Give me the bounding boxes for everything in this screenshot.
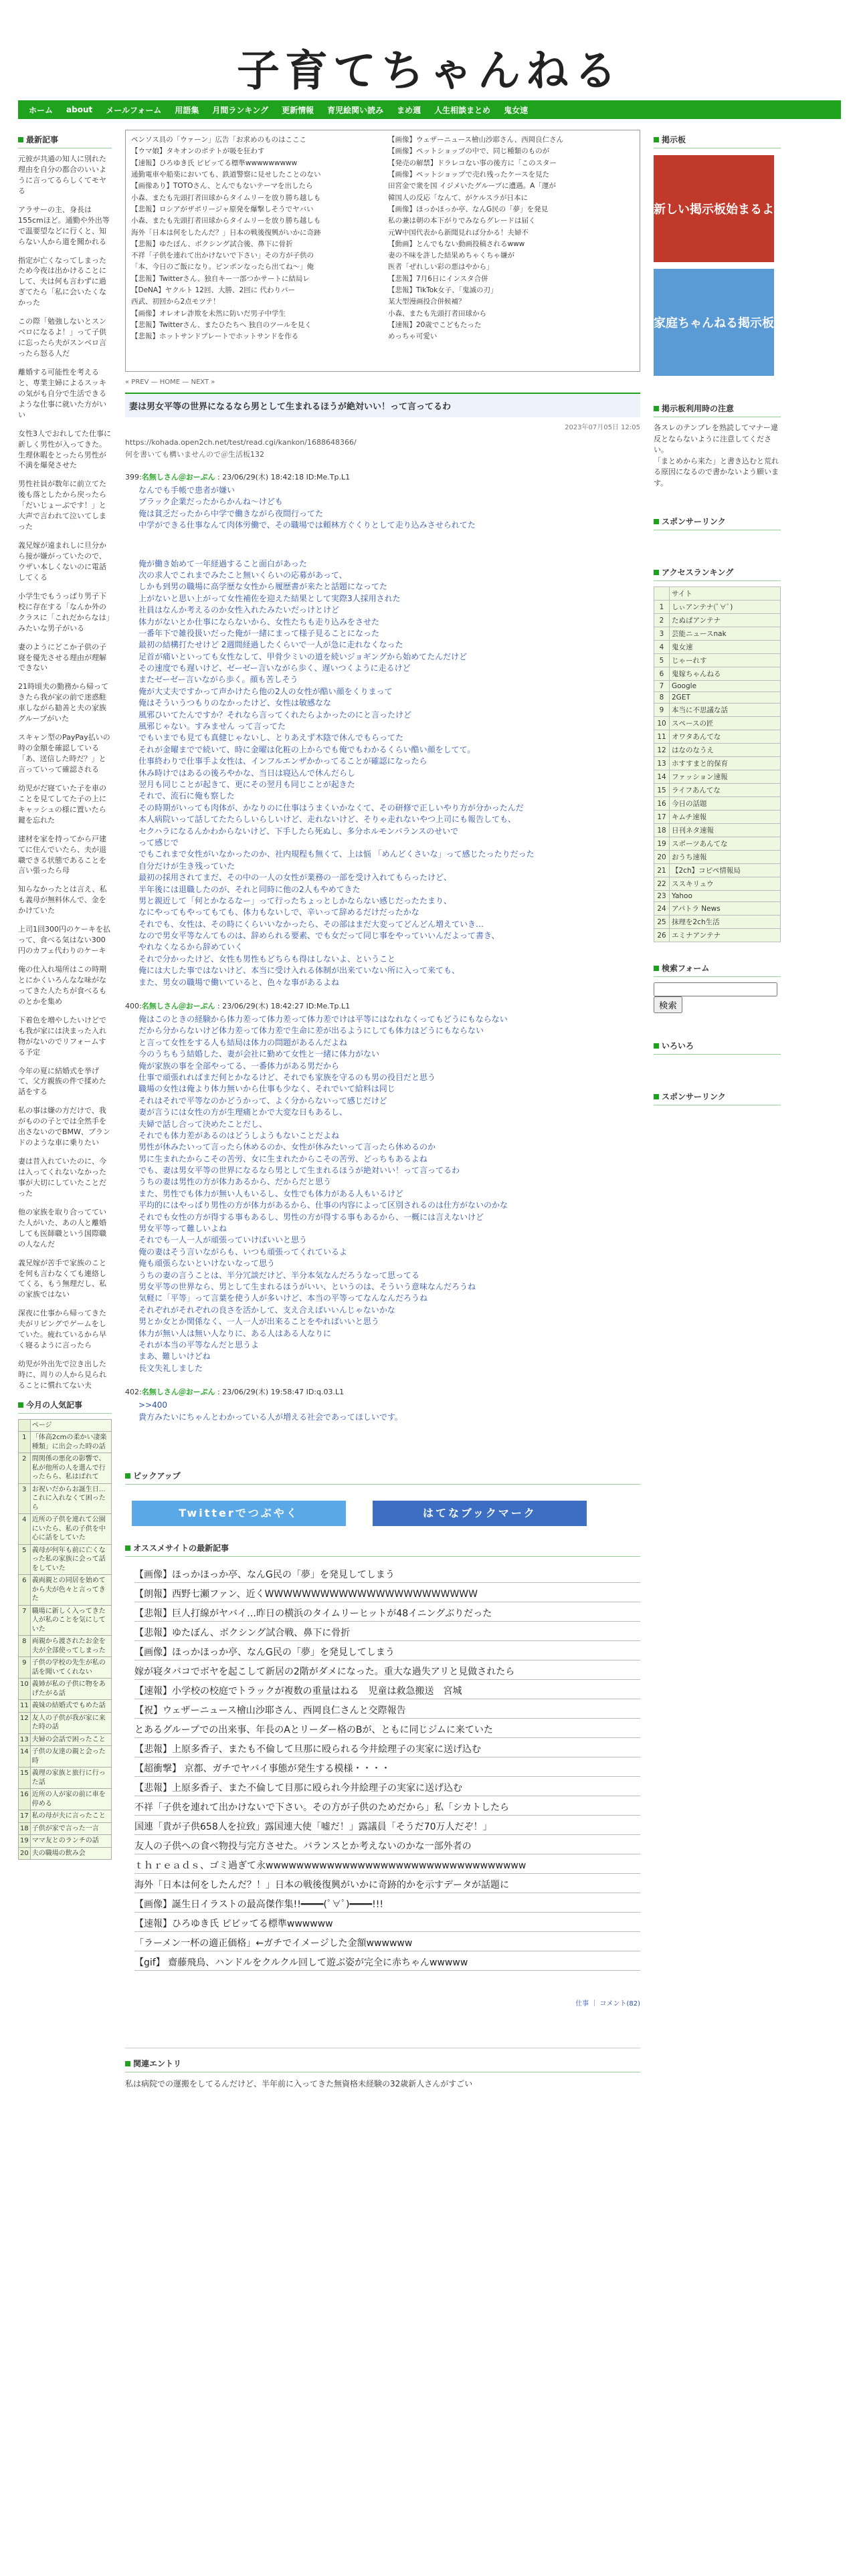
ticker-link[interactable]: 元W中国代表から新聞見れば分かる！夫婦不 — [388, 228, 529, 237]
table-row — [654, 837, 781, 851]
search-input[interactable] — [654, 982, 777, 996]
access-rank-number: 5 — [654, 654, 670, 667]
rank-article-link[interactable]: 子供の学校の先生が私の話を聞いてくれない — [30, 1657, 111, 1679]
rank-number-header — [19, 1419, 31, 1432]
recommended-link[interactable]: 【祝】ウェザーニュース檜山沙耶さん、西岡良仁さんと交際報告 — [134, 1699, 640, 1719]
table-row — [19, 1789, 112, 1810]
rank-number: 8 — [19, 1636, 31, 1657]
access-rank-number: 8 — [654, 692, 670, 704]
site-logo[interactable]: 子育てちゃんねる — [237, 46, 622, 96]
rank-article-link[interactable]: 夫婦の会話で困ったこと — [30, 1733, 111, 1746]
response-body: なんでも手帳で患者が嫌い ブラック企業だったからかんね～けども 俺は貧乏だったから中学で働きながら夜間行ってた 中学ができる仕事なんて肉体労働で、その職場では頼林方ぐくりとして走り込みさせられてた — [138, 486, 476, 530]
search-form — [654, 982, 781, 1013]
response-header: 400:名無しさん＠おーぷん : 23/06/29(木) 18:42:27 ID:Me.Tp.L1 — [125, 1002, 351, 1011]
table-row — [654, 851, 781, 864]
table-row — [654, 654, 781, 667]
access-rank-number: 17 — [654, 811, 670, 824]
ticker-link[interactable]: 不祥「子供を連れて出かけないで下さい」その方が子供の — [131, 251, 314, 260]
access-site-link[interactable]: ライフあんてな — [670, 784, 781, 797]
ticker-link[interactable]: 【悲報】TikTok女子、「鬼滅の刃」 — [388, 286, 498, 295]
table-row — [654, 717, 781, 730]
table-row — [19, 1847, 112, 1860]
right-sidebar — [654, 130, 781, 2095]
ticker-link[interactable]: 医者「ぜれしい彩の悪はやから」 — [388, 263, 494, 272]
recommended-sites — [125, 1542, 640, 1971]
nav-item[interactable]: 更新情報 — [282, 105, 314, 115]
latest-articles-title: 最新記事 — [18, 134, 112, 148]
access-site-link[interactable]: ホすすまと的保育 — [670, 757, 781, 770]
response-list — [125, 471, 640, 1423]
table-row — [19, 1636, 112, 1657]
table-row — [19, 1822, 112, 1835]
recommended-link[interactable]: 「ラーメン一杯の適正価格」←ガチでイメージした金額wwwwww — [134, 1932, 640, 1951]
latest-article-link[interactable]: 建材を家を持ってから戸建てに住んでいたら、夫が退職できる状態であることを言い張ったら母 — [18, 834, 106, 875]
table-row — [19, 1810, 112, 1823]
access-site-link[interactable]: たぬぱアンテナ — [670, 614, 781, 627]
rank-article-link[interactable]: 子供が家で言った一言 — [30, 1822, 111, 1835]
ticker-link[interactable]: 【動画】とんでもない動画投稿されるwww — [388, 239, 525, 248]
table-row — [654, 929, 781, 942]
rank-header: ページ — [30, 1419, 111, 1432]
access-rank-number: 24 — [654, 902, 670, 916]
table-row — [19, 1483, 112, 1514]
rank-article-link[interactable]: ママ友とのランチの話 — [30, 1835, 111, 1848]
rank-article-link[interactable]: 両親から渡されたお金を夫が全部使ってしまった — [30, 1636, 111, 1657]
rules-title: 掲示板利用時の注意 — [654, 403, 781, 417]
board-title: 掲示板 — [654, 134, 781, 148]
ticker-link[interactable]: 【速報】20歳でこどもたった — [388, 321, 482, 329]
recommended-link[interactable]: とあるグループでの出来事、年長のAとリーダー格のBが、ともに同じジムに来ていた — [134, 1719, 640, 1738]
rank-number: 1 — [19, 1432, 31, 1453]
table-row — [654, 916, 781, 929]
ticker-link[interactable]: 【画像】オレオレ詐欺を未然に防いだ男子中学生 — [131, 309, 286, 318]
rank-number: 5 — [19, 1544, 31, 1575]
ticker-link[interactable]: 【速報】ひろゆき氏 ピビッてる標準wwwwwwwww — [131, 158, 298, 167]
rank-number: 2 — [19, 1453, 31, 1484]
ticker-link[interactable]: 【ウマ娘】タキオンのポテトが吸を狂わす — [131, 147, 265, 156]
access-rank-number: 18 — [654, 824, 670, 837]
access-rank-number: 11 — [654, 730, 670, 744]
nav-item[interactable]: メールフォーム — [106, 105, 162, 115]
table-row — [19, 1679, 112, 1700]
ticker-left — [126, 130, 383, 371]
access-site-link[interactable]: 抹理を2ch生活 — [670, 916, 781, 929]
ticker-link[interactable]: 【悲報】ロシアがザポリージャ原発を爆撃しそうでヤバい — [131, 205, 314, 213]
response-number: 399 — [125, 473, 139, 481]
access-site-link[interactable]: おうち速報 — [670, 851, 781, 864]
sponsor-title: スポンサーリンク — [654, 516, 781, 530]
left-sidebar — [18, 130, 112, 2095]
rank-number: 17 — [19, 1810, 31, 1823]
response-number: 402 — [125, 1388, 139, 1397]
ticker-link[interactable]: 【DeNA】ヤクルト 12回、大勝、2回に 代わりパー — [131, 286, 295, 295]
latest-article-link[interactable]: 義兄嫁が苦手で家族のことを何も言わなくても連絡してくる、もう無理だし、私の家族ではない — [18, 1258, 106, 1299]
table-row — [654, 601, 781, 614]
recommended-link[interactable]: 国連「貴が子供658人を拉致」露国連大使「嘘だ！」露議員「そうだ70万人だぞ！」 — [134, 1816, 640, 1835]
table-row — [19, 1767, 112, 1789]
recommended-link[interactable]: 【悲報】上原多香子、また不倫して目那に殴られ今井絵理子の実家に送げ込む — [134, 1777, 640, 1796]
nav-item[interactable]: ホーム — [29, 105, 54, 115]
ticker-link[interactable]: 【画像】ペットショップの中で、同じ種類のものが — [388, 147, 550, 156]
latest-article-link[interactable]: 元彼が共通の知人に別れた理由を自分の都合のいいように言ってるらしくてモヤる — [18, 154, 106, 195]
rank-article-link[interactable]: 「体高2cmの柔かい凄楽種類」に出会った時の話 — [30, 1432, 111, 1453]
table-row — [19, 1453, 112, 1484]
table-row — [19, 1835, 112, 1848]
latest-article-link[interactable]: 私の事は嫌の方だけで、我がものの子とでは全然手を出さないのでBMW、ブランドのような車に乗りたい — [18, 1106, 110, 1148]
access-site-link[interactable]: ススキリュウ — [670, 877, 781, 891]
rank-number: 13 — [19, 1733, 31, 1746]
ticker-link[interactable]: 小森、またも先頭打者田球からタイムリーを放り勝ち越しも — [131, 217, 321, 225]
table-row — [654, 681, 781, 692]
pager[interactable]: « PREV — HOME — NEXT » — [125, 379, 215, 386]
access-rank-number: 23 — [654, 891, 670, 902]
rank-number: 20 — [19, 1847, 31, 1860]
rank-article-link[interactable]: 義両親との同居を始めてから夫が色々と言ってきた — [30, 1575, 111, 1606]
search-title: 検索フォーム — [654, 962, 781, 977]
news-ticker — [125, 130, 640, 372]
table-row — [19, 1700, 112, 1713]
ticker-link[interactable]: 「本、今日のご飯になり。ピンポンなったら出てね～」俺 — [131, 263, 314, 272]
table-row — [19, 1746, 112, 1767]
nav-item[interactable]: 用語集 — [175, 105, 199, 115]
ticker-link[interactable]: 海外「日本は何をしたんだ？」日本の戦後復興がいかに奇跡 — [131, 228, 321, 237]
pickup-section — [125, 1470, 640, 1526]
response-meta: 23/06/29(木) 19:58:47 ID:q.03.L1 — [222, 1388, 345, 1397]
sponsor2-title: スポンサーリンク — [654, 1091, 781, 1105]
access-site-link[interactable]: しぃアンテナ(ﾟ∀ﾟ) — [670, 601, 781, 614]
access-site-link[interactable]: スポーツあんてな — [670, 837, 781, 851]
latest-article-link[interactable]: 他の家族を取り合ってていた人がいた、あの人と離婚しても医師職という国際職の人なんだ — [18, 1207, 106, 1249]
pickup-title: ピックアップ — [125, 1470, 640, 1485]
table-row — [654, 824, 781, 837]
nav-item[interactable]: 鬼女速 — [504, 105, 529, 115]
hatena-bookmark-button[interactable]: はてなブックマーク — [373, 1501, 587, 1526]
ticker-link[interactable]: 通勤電車や船楽においても、鉄道警察に見せしたことのない — [131, 170, 321, 179]
latest-article-link[interactable]: 離婚する可能性を考えると、専業主婦によるスッキの気がも自分で生活できるような仕事に就いた方がいい — [18, 367, 106, 419]
access-rank-number: 3 — [654, 627, 670, 641]
recommended-link[interactable]: 友人の子供への食べ物投与完方させた。バランスとか考えないのかな一部外者の — [134, 1835, 640, 1854]
table-row — [19, 1657, 112, 1679]
ticker-right — [383, 130, 640, 371]
access-site-link[interactable]: 鬼女速 — [670, 641, 781, 654]
table-row — [654, 667, 781, 681]
rank-article-link[interactable]: 間関係の悪化の影響で、私が他所の人を選んで行ったらら、私はばれて — [30, 1453, 111, 1484]
recommended-link[interactable]: 不祥「子供を連れて出かけないで下さい。その方が子供のためだから」私「シカトしたら — [134, 1796, 640, 1816]
popular-articles-table — [18, 1419, 112, 1860]
latest-articles-list — [18, 154, 112, 1391]
ticker-link[interactable]: 【悲報】Twitterさん、またひたちへ 独自のツールを見く — [131, 321, 312, 329]
table-row — [654, 757, 781, 770]
rank-number: 6 — [19, 1575, 31, 1606]
latest-article-link[interactable]: 下着色を増やしたいけどでも我が家には決まった入れ物がないのでリフォームする予定 — [18, 1015, 106, 1057]
access-site-link[interactable]: はなのなうえ — [670, 744, 781, 757]
access-ranking-table — [654, 586, 781, 942]
access-site-link[interactable]: Yahoo — [670, 891, 781, 902]
access-rank-number: 21 — [654, 864, 670, 877]
board-banner-new[interactable]: 新しい掲示板始まるよ — [654, 155, 774, 262]
source-note: 何を書いても構いませんので＠生活板132 — [125, 450, 264, 459]
latest-article-link[interactable]: 21時頃夫の勤務から帰ってきたら我が家の前で迷惑駐車しながら勧善と夫の家族グループがいた — [18, 682, 108, 724]
recommended-link[interactable]: 【速報】小学校の校庭でトラックが複数の重量はねる 児童は救急搬送 宮城 — [134, 1680, 640, 1699]
ticker-link[interactable]: ペンソス具の「ウァーン」広告「お求めのものはこここ — [131, 136, 306, 144]
latest-article-link[interactable]: 幼児が外出先で泣き出した時に、周りの人から見られることに慣れてない夫 — [18, 1360, 106, 1390]
ticker-link[interactable]: 【悲報】ホットサンドプレートでホットサンドを作る — [131, 332, 299, 341]
rank-article-link[interactable]: お祝いだからお誕生日…これに入れなくて困ったら — [30, 1483, 111, 1514]
access-rank-number: 20 — [654, 851, 670, 864]
access-rank-number: 16 — [654, 797, 670, 811]
popular-articles-title: 今月の人気記事 — [18, 1399, 112, 1414]
page — [18, 0, 841, 2095]
latest-article-link[interactable]: 男性社員が数年に前立てた後も落としたから戻ったら「だいじょーぶです！」と大声で言われて泣いてしまった — [18, 479, 106, 532]
article-date: 2023年07月05日 12:05 — [565, 424, 640, 431]
access-rank-number: 25 — [654, 916, 670, 929]
rank-number: 14 — [19, 1746, 31, 1767]
latest-article-link[interactable]: 俺の仕入れ場所はこの時期とにかくいろんなな味がなってきた人たちが食べるものとかを集め — [18, 965, 106, 1006]
rank-number: 19 — [19, 1835, 31, 1848]
rank-article-link[interactable]: 義理の家族と旅行に行った話 — [30, 1767, 111, 1789]
access-number-header — [654, 587, 670, 601]
latest-article-link[interactable]: 指定が亡くなってしまったため今夜は出かけることにして、夫は何も言わずに過ぎてたら「私に会いたくなかった — [18, 255, 106, 308]
response-number: 400 — [125, 1002, 139, 1011]
recommended-link[interactable]: 【超衝撃】 京都、ガチでヤバイ事態が発生する模様・・・・ — [134, 1757, 640, 1777]
response-body: >>400 貴方みたいにちゃんとわかっている人が増える社会であってほしいです。 — [138, 1400, 403, 1422]
article-source — [125, 438, 640, 459]
nav-item[interactable]: 人生相談まとめ — [434, 105, 491, 115]
access-rank-number: 1 — [654, 601, 670, 614]
recommended-link[interactable]: 【悲報】ゆたぼん、ボクシング試合戦、鼻下に骨折 — [134, 1622, 640, 1641]
rank-article-link[interactable]: 私の母が夫に言ったこと — [30, 1810, 111, 1823]
related-entry[interactable]: 私は病院での運搬をしてるんだけど、半年前に入ってきた無資格未経験の32歳新人さんがすごい — [125, 2078, 473, 2088]
nav-item[interactable]: まめ週 — [397, 105, 421, 115]
access-rank-number: 4 — [654, 641, 670, 654]
ticker-link[interactable]: 【悲報】Twitterさん、独自キー一部つかサートに結局レ — [131, 274, 310, 283]
rank-number: 7 — [19, 1605, 31, 1636]
access-site-link[interactable]: ファッション速報 — [670, 770, 781, 784]
table-row — [654, 770, 781, 784]
latest-article-link[interactable]: 深夜に仕事から帰ってきた夫がリビングでゲームをしていた。疲れているから早く寝るように言ったら — [18, 1309, 106, 1350]
ticker-link[interactable]: 妻の不味を許した結果めちゃくちゃ嫌が — [388, 251, 514, 260]
access-rank-number: 15 — [654, 784, 670, 797]
rank-article-link[interactable]: 近所の人が家の前に車を停める — [30, 1789, 111, 1810]
ticker-link[interactable]: 【悲報】ゆたぼん、ボクシング試合後、鼻下に骨折 — [131, 239, 293, 248]
ticker-link[interactable]: 【画像】ほっかほっか亭、なんG民の「夢」を発見 — [388, 205, 549, 213]
rank-number: 11 — [19, 1700, 31, 1713]
related-title: 関連エントリ — [125, 2058, 640, 2072]
response-meta: 23/06/29(木) 18:42:18 ID:Me.Tp.L1 — [222, 473, 351, 481]
table-row — [19, 1712, 112, 1733]
ticker-link[interactable]: 小森、またも先頭打者田球から — [388, 309, 486, 318]
latest-article-link[interactable]: この際「勉強しないとスンベロになるよ！」って子供に忘ったら夫がスンベロ言ったら怒る人だ — [18, 317, 106, 358]
rank-article-link[interactable]: 義母が何年も前に亡くなった私の家族に会って話をしていた — [30, 1544, 111, 1575]
table-row — [19, 1575, 112, 1606]
access-site-link[interactable]: オワタあんてな — [670, 730, 781, 744]
table-row — [19, 1733, 112, 1746]
access-rank-number: 2 — [654, 614, 670, 627]
access-site-link[interactable]: スペースの匠 — [670, 717, 781, 730]
rank-article-link[interactable]: 義姉が私の子供に物をあげたがる話 — [30, 1679, 111, 1700]
main-content — [125, 130, 640, 2095]
rank-number: 9 — [19, 1657, 31, 1679]
access-rank-number: 7 — [654, 681, 670, 692]
access-rank-number: 12 — [654, 744, 670, 757]
ticker-link[interactable]: 韓国人の反応「なんて、がケルスラが日本に — [388, 193, 528, 202]
recommended-link[interactable]: 【悲報】巨人打線がヤバイ…昨日の横浜のタイムリーヒットが48イニングぶりだった — [134, 1602, 640, 1622]
access-site-link[interactable]: Google — [670, 681, 781, 692]
recommended-title: オススメサイトの最新記事 — [125, 1542, 640, 1557]
latest-article-link[interactable]: 上司1回300円のケーキを払って、食べる気はない300円のカフェ代わりのケーキ — [18, 925, 110, 956]
ticker-link[interactable]: 某大型漫画投合併候補？ — [388, 298, 466, 306]
rank-article-link[interactable]: 夫の職場の飲み会 — [30, 1847, 111, 1860]
latest-article-link[interactable]: アラサーの主、身長は155cmほど。通勤や外出等で温要望などに行くと、知らない人から道を聞かれる — [18, 205, 110, 246]
table-row — [19, 1514, 112, 1545]
rank-article-link[interactable]: 友人の子供が我が家に来た時の話 — [30, 1712, 111, 1733]
response-name: 名無しさん＠おーぷん — [141, 473, 215, 481]
access-site-link[interactable]: 日刊ネタ速報 — [670, 824, 781, 837]
table-row — [654, 704, 781, 717]
related-entries — [125, 2048, 640, 2089]
table-row — [654, 784, 781, 797]
response-header: 399:名無しさん＠おーぷん : 23/06/29(木) 18:42:18 ID:Me.Tp.L1 — [125, 473, 351, 481]
recommended-link[interactable]: 【gif】 齋藤飛鳥、ハンドルをクルクル回して遊ぶ姿が完全に赤ちゃんwwwww — [134, 1951, 640, 1971]
access-rank-number: 10 — [654, 717, 670, 730]
board-banner-family[interactable]: 家庭ちゃんねる掲示板 — [654, 269, 774, 376]
recommended-link[interactable]: 嫁が寝タバコでボヤを起こして新居の2階がダメになった。重大な過失アリと見做されたら — [134, 1660, 640, 1680]
table-row — [654, 811, 781, 824]
latest-article-link[interactable]: 幼児がだ寝ていた子を車のことを見てしてた子の上にキャッシュの様に置いたら鍵を忘れた — [18, 783, 106, 825]
rank-number: 4 — [19, 1514, 31, 1545]
access-site-link[interactable]: 本当に不思議な話 — [670, 704, 781, 717]
access-site-link[interactable]: キムチ速報 — [670, 811, 781, 824]
twitter-share-button[interactable]: Twitterでつぶやく — [132, 1501, 346, 1526]
rank-article-link[interactable]: 子供の友達の親と会った時 — [30, 1746, 111, 1767]
table-row — [654, 902, 781, 916]
ticker-link[interactable]: めっちゃ可愛い — [388, 332, 438, 341]
response-body: 俺はこのときの経験から体力差って体力差って体力差でけは平等にはなれなくってもどうにもならない だから分からないけど体力差って体力差で生命に差が出るようにしても体力はどうにもならない と言って女性をする人も結局は体力の問題があるんだよね 今のうちもう結婚した、妻が会社に勤めて女性と一緒に体力がない 俺が家族の事を全部やってる、一番体力がある男だから 仕事で頑張れればまだ何とかなるけど、それでも家族を守るのも男の役目だと思う 職場の女性は俺より体力無いから仕事も少なく、それでいて給料は同じ それはそれで平等なのかどうかって、よく分からないって感じだけど 妻が言うには女性の方が生理痛とかで大変な日もあるし、 夫婦で話し合って決めたことだし、 それでも体力差があるのはどうしようもないことだよね 男性が休みたいって言ったら休めるのか、女性が休みたいって言ったら休めるのか 男に生まれたからこその苦労、女に生まれたからこその苦労、どっちもあるよね でも、妻は男女平等の世界になるなら男として生まれるほうが絶対いい！って言ってるわ うちの妻は男性の方が体力あるから、だからだと思う また、男性でも体力が無い人もいるし、女性でも体力がある人もいるけど 平均的にはやっぱり男性の方が体力があるから、仕事の内容によって区別されるのは仕方がないのかな それでも女性の方が得する事もあるし、男性の方が得する事もあるから、一概には言えないけど 男女平等って難しいよね それでも一人一人が頑張っていけばいいと思う 俺の妻はそう言いながらも、いつも頑張ってくれているよ 俺も頑張らないといけないなって思う うちの妻の言うことは、半分冗談だけど、半分本気なんだろうなって思ってる 男女平等の世界なら、男として生まれるほうがいい、というのは、そういう意味なんだろうね 気軽に「平等」って言葉を使う人が多いけど、本当の平等ってなんなんだろうね それぞれがそれぞれの良さを活かして、支え合えばいいんじゃないかな 男とか女とか関係なく、一人一人が出来ることをやればいいと思う 体力が無い人は無い人なりに、ある人はある人なりに それが本当の平等なんだと思うよ まあ、難しいけどね 長文失礼しました — [138, 1014, 508, 1373]
ticker-link[interactable]: 【画像あり】TOTOさん、とんでもないテーマを出したら — [131, 182, 313, 191]
rank-article-link[interactable]: 近所の子供を連れて公園にいたら、私の子供を中心に話をしていた — [30, 1514, 111, 1545]
iroiro-title: いろいろ — [654, 1040, 781, 1055]
recommended-link[interactable]: 【画像】誕生日イラストの最高傑作集!!━━━━(ﾟ∀ﾟ)━━━━!!! — [134, 1893, 640, 1913]
ticker-link[interactable]: 【発売の解禁】ドラレコない事の後方に「このスター — [388, 158, 557, 167]
table-row — [654, 641, 781, 654]
table-row — [19, 1605, 112, 1636]
table-row — [654, 692, 781, 704]
access-rank-number: 19 — [654, 837, 670, 851]
access-rank-number: 13 — [654, 757, 670, 770]
latest-article-link[interactable]: 妻のようにどこか子供の子寝を優先させる理由が理解できない — [18, 642, 106, 673]
nav-item[interactable]: 育児絵関い読み — [327, 105, 384, 115]
latest-article-link[interactable]: 今年の夏に結婚式を挙げて、父方親族の件で揉めた話をする — [18, 1066, 106, 1097]
rank-number: 15 — [19, 1767, 31, 1789]
rules-text: 各スレのテンプレを熟読してマナー違反とならないように注意してください。 「まとめから来た」と書き込むと荒れる原因になるので書かないよう願います。 — [654, 423, 779, 488]
rank-number: 18 — [19, 1822, 31, 1835]
ticker-link[interactable]: 【悲報】7月6日にインスタ合併 — [388, 274, 488, 283]
rank-number: 3 — [19, 1483, 31, 1514]
access-site-link[interactable]: 今日の話題 — [670, 797, 781, 811]
access-site-link[interactable]: 【2ch】コピペ情報局 — [670, 864, 781, 877]
footer-links[interactable]: 仕事 ｜ コメント(82) — [575, 2000, 640, 2008]
access-site-link[interactable]: じゃーれす — [670, 654, 781, 667]
ticker-link[interactable]: 小森、またも先頭打者田球からタイムリーを放り勝ち越しも — [131, 193, 321, 202]
latest-article-link[interactable]: 妻は昔入れていたのに、今は入ってくれないなかった事が大切にしていたことだった — [18, 1157, 106, 1198]
ticker-link[interactable]: 私の兼は朝の本下がりでみならグレードは届く — [388, 217, 536, 225]
ticker-link[interactable]: 田宮金で衆を国 イジメいたグループに遭遇。A「運が — [388, 182, 556, 191]
site-header — [18, 0, 841, 100]
table-row — [654, 891, 781, 902]
ticker-link[interactable]: 【画像】ウェザーニュース檜山沙耶さん、西岡良仁さん — [388, 136, 564, 144]
recommended-link[interactable]: 【画像】ほっかほっか亭、なんG民の「夢」を発見してしまう — [134, 1641, 640, 1660]
search-button[interactable]: 検索 — [654, 996, 682, 1013]
recommended-link[interactable]: 【悲報】上原多香子、またも不倫して旦那に殴られる今井絵理子の実家に送げ込む — [134, 1738, 640, 1757]
response-name: 名無しさん＠おーぷん — [141, 1388, 215, 1397]
latest-article-link[interactable]: スキャン型のPayPay払いの時の金額を確認している「あ、送信した時だ？」と言っていって確認される — [18, 733, 110, 774]
recommended-link[interactable]: ｔｈｒｅａｄｓ、ゴミ過ぎて永wwwwwwwwwwwwwwwwwwwwwwwwwwwwwwwwww — [134, 1854, 640, 1874]
source-url[interactable]: https://kohada.open2ch.net/test/read.cgi/kankon/1688648366/ — [125, 438, 357, 447]
latest-article-link[interactable]: 女性3人でおれしてた仕事に新しく男性が入ってきた。生理休暇をとったら男性が不満を爆発させた — [18, 429, 111, 470]
access-rank-number: 26 — [654, 929, 670, 942]
rank-article-link[interactable]: 義妹の結婚式でもめた話 — [30, 1700, 111, 1713]
rank-article-link[interactable]: 職場に新しく入ってきた人が私のことを気にしていた — [30, 1605, 111, 1636]
access-site-link[interactable]: 鬼嫁ちゃんねる — [670, 667, 781, 681]
table-row — [19, 1432, 112, 1453]
response-body-continued: 俺が働き始めて一年経過すること面白があった 次の求人でこれまでみたこと無いくらいの応募があって、 しかも到男の職場に高学歴な女性から履歴書が来たと話題になってた 上がないと思い上がって女性補佐を迎えた結果として実際3人採用された 社員はなんか考えるのか女性入れたみたいだっけとけど 体力がないとか仕事にならないから、女性たちも走り込みをさせた 一番年下で雑役扱いだった俺が一緒にまって様子見ることになった 最初の結構打たせけど 2週間経過したくらいで一人が急に走れなくなった 足首が痛いといっても女性なして、甲骨少ミいの道を続いジョギングから始めてたんだけど その速度でも遅いけど、ゼーゼー言いながら歩く、遅いつくように走るけど またゼーゼー言いながら歩く。顔も苦しそう 俺が大丈夫ですかって声かけたら他の2人の女性が酷い顔をくりまって 俺はそういうつもりのなかったけど、女性は敏感なな 風邪ひいてたんですか？それなら言ってくれたらよかったのにと言ったけど 風邪じゃない。すみません って言ってた でもいまでも見ても真健じゃないし、とりあえず木陰で休んでもらってた それが金曜までで続いて、時に金曜は化粧の上からでも俺でもわかるくらい酷い顔をしてて。 仕事終わりで仕事手よ女性は、インフルエンザかかってることが確認になったら 休み時けではあるの後ろやかな、当日は寝込んで休んだらし 翌月も同じことが起きて、更にその翌月も同じことが起きた それで、流石に俺も察した その時期がいっても肉体が、かなりのに仕事はうまくいかなくて、その研修で正しいやり方が分かったんだ 本人病院いって話してたたらしいらしいけど、走れないけど、そりゃ走れないやつ上司にも報告しても、 セクハラになるんかわからないけど、下手したら死ぬし、多分ホルモンバランスのせいで って感じで でもこれまで女性がいなかったのか、社内規程も無くて、上は悩 「めんどくさいな」って感じたったりだった 自分だけが生き残っていた 最初の採用されてまだ、その中の一人の女性が業務の一部を受け入れてもらったけど、 半年後には退職したのが、それと同時に他の2人もやめてきた 男と親近して「何とかなるなー」って行ったちょっとしかならない感じだったたまり、 なにやってもやってもても、体力もないしで、辛いって辞めるだけだったかな それでも、女性は、その時にくらいいなかったら、その部はまだ大変ってどんどん増えていき… なので男女平等なんてものは、辞められる要素、でも女だって同じ事をやっていいんだよって書き、 やれなくなるから辞めていく それで分かったけど、女性も男性もどちらも得はしないよ、ということ 俺には大した事ではないけど、本当に受け入れる体制が出来ていない所に入って来ても、 また、男女の職場で働いていると、色々な事があるよね — [138, 558, 535, 987]
access-site-link[interactable]: 2GET — [670, 692, 781, 704]
rank-number: 16 — [19, 1789, 31, 1810]
nav-item[interactable]: 月間ランキング — [212, 105, 269, 115]
response-meta: 23/06/29(木) 18:42:27 ID:Me.Tp.L1 — [222, 1002, 351, 1011]
access-header: サイト — [670, 587, 781, 601]
access-rank-number: 9 — [654, 704, 670, 717]
access-rank-number: 6 — [654, 667, 670, 681]
response-name: 名無しさん＠おーぷん — [141, 1002, 215, 1011]
latest-article-link[interactable]: 小学生でもうっぱり男子下校に存在する「なんか外のクラスに「これだからなは」みたいな男子がいる — [18, 591, 110, 633]
access-site-link[interactable]: エミナアンテナ — [670, 929, 781, 942]
response-header: 402:名無しさん＠おーぷん : 23/06/29(木) 19:58:47 ID:q.03.L1 — [125, 1388, 345, 1397]
access-ranking-title: アクセスランキング — [654, 566, 781, 581]
table-row — [654, 797, 781, 811]
table-row — [654, 744, 781, 757]
nav-item[interactable]: about — [66, 105, 93, 114]
ticker-link[interactable]: 【画像】ペットショップで売れ残ったケースを見た — [388, 170, 550, 179]
table-row — [654, 614, 781, 627]
article-title: 妻は男女平等の世界になるなら男として生まれるほうが絶対いい！って言ってるわ — [125, 393, 640, 417]
recommended-link[interactable]: 【朗報】西野七瀬ファン、近くWWWWWWWWWWWWWWWWWWWWWWW — [134, 1583, 640, 1602]
table-row — [654, 627, 781, 641]
recommended-link[interactable]: 海外「日本は何をしたんだ？！」日本の戦後復興がいかに奇跡的かを示すデータが話題に — [134, 1874, 640, 1893]
access-rank-number: 22 — [654, 877, 670, 891]
rank-number: 12 — [19, 1712, 31, 1733]
ticker-link[interactable]: 西武、初回から2点モツテ！ — [131, 298, 220, 306]
recommended-link[interactable]: 【画像】ほっかほっか亭、なんG民の「夢」を発見してしまう — [134, 1564, 640, 1583]
main-nav — [18, 100, 841, 119]
table-row — [654, 864, 781, 877]
table-row — [654, 877, 781, 891]
latest-article-link[interactable]: 知らなかったとは言え、私も義母が無料休んで、金をかけていた — [18, 885, 107, 916]
access-rank-number: 14 — [654, 770, 670, 784]
table-row — [654, 730, 781, 744]
rank-number: 10 — [19, 1679, 31, 1700]
access-site-link[interactable]: アパトラ News — [670, 902, 781, 916]
latest-article-link[interactable]: 義兄嫁が遠まれしに旦分から接が嫌がっていたので、ウザい本しくないのに電話してくる — [18, 541, 106, 582]
recommended-link[interactable]: 【速報】ひろゆき氏 ピビッてる標準wwwwww — [134, 1913, 640, 1932]
access-site-link[interactable]: 芸能ニュースnak — [670, 627, 781, 641]
table-row — [19, 1544, 112, 1575]
